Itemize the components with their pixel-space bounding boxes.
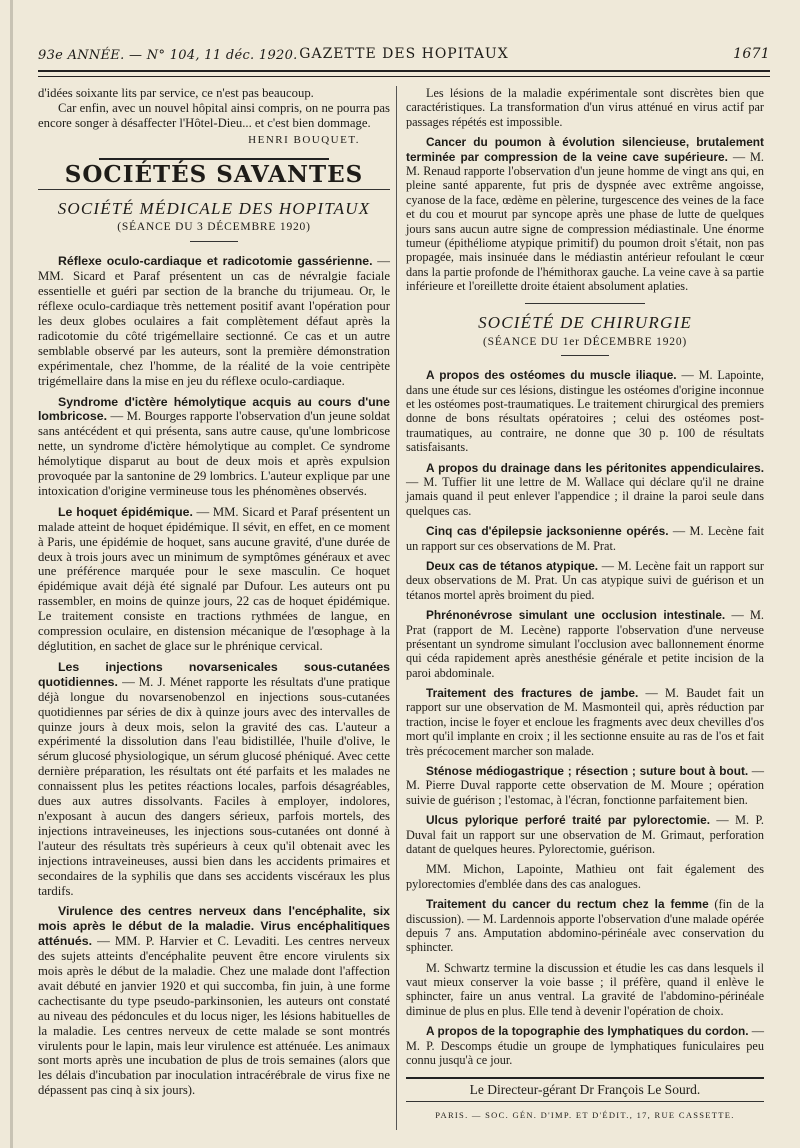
article-title: Cinq cas d'épilepsie jacksonienne opérés.: [426, 524, 669, 539]
article: [406, 897, 764, 955]
article-body: (fin de la discussion). — M. Lardennois apporte l'observation d'une malade opérée depuis 7 ans. Amputation abdomino-périnéale avec conservation du sphincter.: [406, 897, 764, 955]
article-body: — M. P. Descomps étudie un groupe de lymphatiques funiculaires peu connu jusqu'à ce jour.: [406, 1024, 765, 1068]
article-title: Le hoquet épidémique.: [58, 504, 193, 519]
article-title: Réflexe oculo-cardiaque et radicotomie gassérienne.: [58, 254, 373, 269]
section-heading: SOCIÉTÉS SAVANTES: [64, 160, 364, 188]
article-title: Ulcus pylorique perforé traité par pylorectomie.: [426, 813, 711, 828]
left-column: [38, 86, 390, 1104]
article: [406, 461, 764, 519]
article: [406, 813, 764, 856]
continued-paragraph: Les lésions de la maladie expérimentale sont discrètes bien que caractéristiques. La transformation d'un virus atténué en virus actif par passages répétés est impossible.: [406, 86, 764, 129]
page-number: 1671: [733, 46, 770, 62]
article-body: — M. Bourges rapporte l'observation d'un jeune soldat sans antécédent et qui présenta, sans autre cause, qu'une lombricose nette, un syndrome d'ictère hémolytique au complet. Ce syndrome hémolytique disparut au bout de deux mois et après expulsion provoquée par la santonine de 29 lombrics. L'auteur explique par une intoxication d'origine vermineuse tous les phénomènes observés.: [38, 409, 390, 498]
session-date: (SÉANCE DU 3 DÉCEMBRE 1920): [117, 221, 311, 234]
article: [38, 505, 390, 654]
article-body: — M. J. Ménet rapporte les résultats d'une pratique déjà longue du novarsenobenzol en injections sous-cutanées quotidiennes par séries de dix à quinze jours avec des intervalles de quinze jours à deux mois, selon la gravité des cas. L'auteur a expérimenté la dissolution dans l'eau bidistillée, l'huile d'olive, le sérum glucosé physiologique, un sérum glucosé phéniqué. Avec cette dernière préparation, les résultats ont été parfaits et les malades ne connaissent plus les petites réactions locales, parfois désagréables, dues aux autres dissolvants. Faciles à employer, indolores, n'exposant à aucun des dangers sérieux, parfois mortels, des injections intraveineuses, les injections sous-cutanées ont donné à l'auteur des résultats très supérieurs à ceux qu'il obtenait avec les injections intraveineuses, aussi bien dans les accidents primaires et secondaires de la syphilis que dans ses accidents viscéraux les plus tardifs.: [38, 674, 390, 898]
article-title: Sténose médiogastrique ; résection ; suture bout à bout.: [426, 764, 749, 779]
article-body: — M. P. Duval fait un rapport sur une observation de M. Grimaut, perforation datant de quelques heures. Pylorectomie, guérison.: [406, 813, 764, 856]
article-body: — M. Tuffier lit une lettre de M. Wallace qui déclare qu'il ne draine jamais quand il peut enlever l'appendice ; il draine la paroi seule dans quelques cas.: [406, 474, 764, 518]
article: [406, 608, 764, 680]
article-title: Phrénonévrose simulant une occlusion intestinale.: [426, 608, 726, 623]
article-title: Les injections novarsenicales sous-cutanées quotidiennes.: [38, 659, 390, 689]
binding-edge: [10, 0, 13, 1148]
article-title: Traitement du cancer du rectum chez la femme: [426, 897, 709, 912]
article-title: Virulence des centres nerveux dans l'encéphalite, six mois après le début de la maladie. Virus encéphalitiques atténués.: [38, 904, 390, 949]
article: [38, 254, 390, 388]
section-rule-under: [38, 189, 390, 190]
article-body: — MM. Sicard et Paraf présentent un cas de névralgie faciale essentielle et guéri par section de la branche du trijumeau. Or, le réflexe oculo-cardiaque très nettement positif avant l'opération pour les deux globes oculaires a fait complètement défaut après la radicotomie du côté trigémellaire sectionné. Ce cas et un autre semblable observé par les auteurs, sont la première démonstration expérimentale, chez l'homme, de la réalité de la voie centripète trigémellaire dans la mise en jeu du réflexe oculo-cardiaque.: [38, 254, 390, 388]
article-body: — M. M. Renaud rapporte l'observation d'un jeune homme de vingt ans qui, en pleine santé apparente, fut pris de dyspnée avec extrême angoisse, cyanose de la face, œdème en pèlerine, turgescence des veines de la face et du cou et mourut par syncope après une phase de lutte de quelques jours sans aucun autre signe de compression médiastinale. Une énorme tumeur (épithéliome atypique primitif) du poumon droit s'était, non pas propagée, mais insinuée dans le médiastin antérieur refoulant le cœur dans la partie profonde de l'hémithorax gauche. La veine cave à sa partie inférieure et l'oreillette droite étaient absolument aplaties.: [406, 149, 764, 294]
issue-info: 93e ANNÉE. — N° 104, 11 déc. 1920.: [38, 48, 298, 63]
society-title: SOCIÉTÉ DE CHIRURGIE: [478, 313, 692, 333]
session-date: (SÉANCE DU 1er DÉCEMBRE 1920): [483, 335, 687, 348]
column-divider: [396, 86, 397, 1130]
article: [406, 686, 764, 758]
left-articles: [38, 254, 390, 1098]
short-rule: [525, 303, 645, 304]
article-title: Cancer du poumon à évolution silencieuse, brutalement terminée par compression de la veine cave supérieure.: [406, 135, 764, 164]
society-title: SOCIÉTÉ MÉDICALE DES HOPITAUX: [57, 198, 371, 218]
article-title: Traitement des fractures de jambe.: [426, 686, 639, 701]
article-body: — M. Lecène fait un rapport sur deux observations de M. Prat. Un cas atypique suivi de guérison et un tétanos mortel après broiment du pied.: [406, 558, 764, 602]
journal-title: GAZETTE DES HOPITAUX: [299, 46, 509, 62]
article-body: — MM. Sicard et Paraf présentent un malade atteint de hoquet épidémique. Il sévit, en effet, en ce moment à Paris, une épidémie de hoquet, sans aucune gravité, d'une durée de deux à trois jours avec un minimum de symptômes généraux et avec une préférence marquée pour le sexe masculin. Ce hoquet épidémique avait déjà été signalé par Dufour. Les auteurs ont pu rassembler, en moins de quinze jours, 22 cas de hoquet épidémique. Le traitement consiste en tractions rythmées de langue, en compression oculaire, en distension mécanique de l'œsophage à la déglutition, en sachet de glace sur le phrénique cervical.: [38, 504, 390, 653]
header-rule: [38, 70, 770, 77]
article: [406, 1024, 764, 1067]
article-title: Syndrome d'ictère hémolytique acquis au cours d'une lombricose.: [38, 394, 390, 424]
article-title: A propos de la topographie des lymphatiques du cordon.: [426, 1024, 749, 1039]
article-body: — M. Lapointe, dans une étude sur ces lésions, distingue les ostéomes d'origine inconnue et les ostéomes post-traumatiques. Le traitement chirurgical des premiers donne de bons résultats opératoires ; celui des ostéomes post-traumatiques, au contraire, ne donne que 30 p. 100 de résultats satisfaisants.: [406, 368, 764, 455]
right-articles-b: [406, 368, 764, 1067]
short-rule: [561, 355, 609, 356]
article-body: — M. Prat (rapport de M. Lecène) rapporte l'observation d'une nerveuse présentant un syndrome simulant l'occlusion avec ballonnement énorme qui céda rapidement après anesthésie générale et petite incision de la paroi abdominale.: [406, 608, 764, 680]
intro-paragraph-1: d'idées soixante lits par service, ce n'est pas beaucoup.: [38, 86, 314, 100]
intro-paragraph-2: Car enfin, avec un nouvel hôpital ainsi compris, on ne pourra pas encore songer à désaffecter l'Hôtel-Dieu... et c'est bien dommage.: [38, 100, 390, 130]
article-body: — M. Baudet fait un rapport sur une observation de M. Masmonteil qui, après réduction par traction, incise le foyer et encloue les fragments avec deux chevilles d'os mort qu'il implante en croix ; il les sectionne ensuite au ras de l'os et fait très précocement marcher son malade.: [406, 686, 765, 758]
director-line: Le Directeur-gérant Dr François Le Sourd.: [406, 1077, 764, 1101]
article: [406, 368, 764, 454]
right-column: [406, 86, 764, 1122]
article-title: A propos du drainage dans les péritonites appendiculaires.: [426, 460, 764, 475]
article: [406, 559, 764, 602]
article-title: A propos des ostéomes du muscle iliaque.: [426, 368, 677, 383]
article-body: — M. Pierre Duval rapporte cette observation de M. Moure ; opération suivie de guérison ; l'estomac, à l'écran, fonctionne parfaitement bien.: [406, 764, 764, 807]
article: [406, 764, 764, 807]
article: [406, 524, 764, 553]
printer-line: PARIS. — SOC. GÉN. D'IMP. ET D'ÉDIT., 17, RUE CASSETTE.: [435, 1109, 735, 1120]
article-title: Deux cas de tétanos atypique.: [426, 558, 599, 573]
signature: HENRI BOUQUET.: [248, 133, 360, 146]
running-header: [38, 46, 770, 66]
right-articles-a: [406, 135, 764, 293]
section-rule: [99, 158, 329, 160]
article-body: M. Schwartz termine la discussion et étudie les cas dans lesquels il vaut mieux conserver la voie basse ; il préfère, quand il enlève le sphincter, faire un anus ventral. La gravité de l'abdomino-périnéale diminue de plus en plus. Elle tend à devenir l'opération de choix.: [406, 960, 764, 1018]
article: [38, 904, 390, 1098]
article: [406, 862, 764, 891]
article: [406, 135, 764, 293]
article: [406, 961, 764, 1019]
article-body: — MM. P. Harvier et C. Levaditi. Les centres nerveux des sujets atteints d'encéphalite peuvent être encore virulents six mois après le début de la maladie. Chez une malade dont l'affection avait débuté en janvier 1920 et qui succomba, fin juin, à une forme cachectisante du type pseudo-parkinsonien, les auteurs ont constaté au niveau des pédoncules et du locus niger, les lésions habituelles de la maladie. Les centres nerveux de cette malade se sont montrés virulents pour le lapin, mais leur virulence est atténuée. Les animaux sont morts après une incubation de plus de trois semaines (alors que les délais d'incubation par inoculation intracérébrale de virus fixe ne dépassent pas cinq à six jours).: [38, 934, 390, 1098]
article-body: — M. Lecène fait un rapport sur ces observations de M. Prat.: [406, 524, 764, 553]
article: [38, 395, 390, 499]
short-rule: [190, 241, 238, 242]
article-body: MM. Michon, Lapointe, Mathieu ont fait également des pylorectomies d'emblée dans des cas analogues.: [406, 862, 764, 891]
article: [38, 660, 390, 899]
